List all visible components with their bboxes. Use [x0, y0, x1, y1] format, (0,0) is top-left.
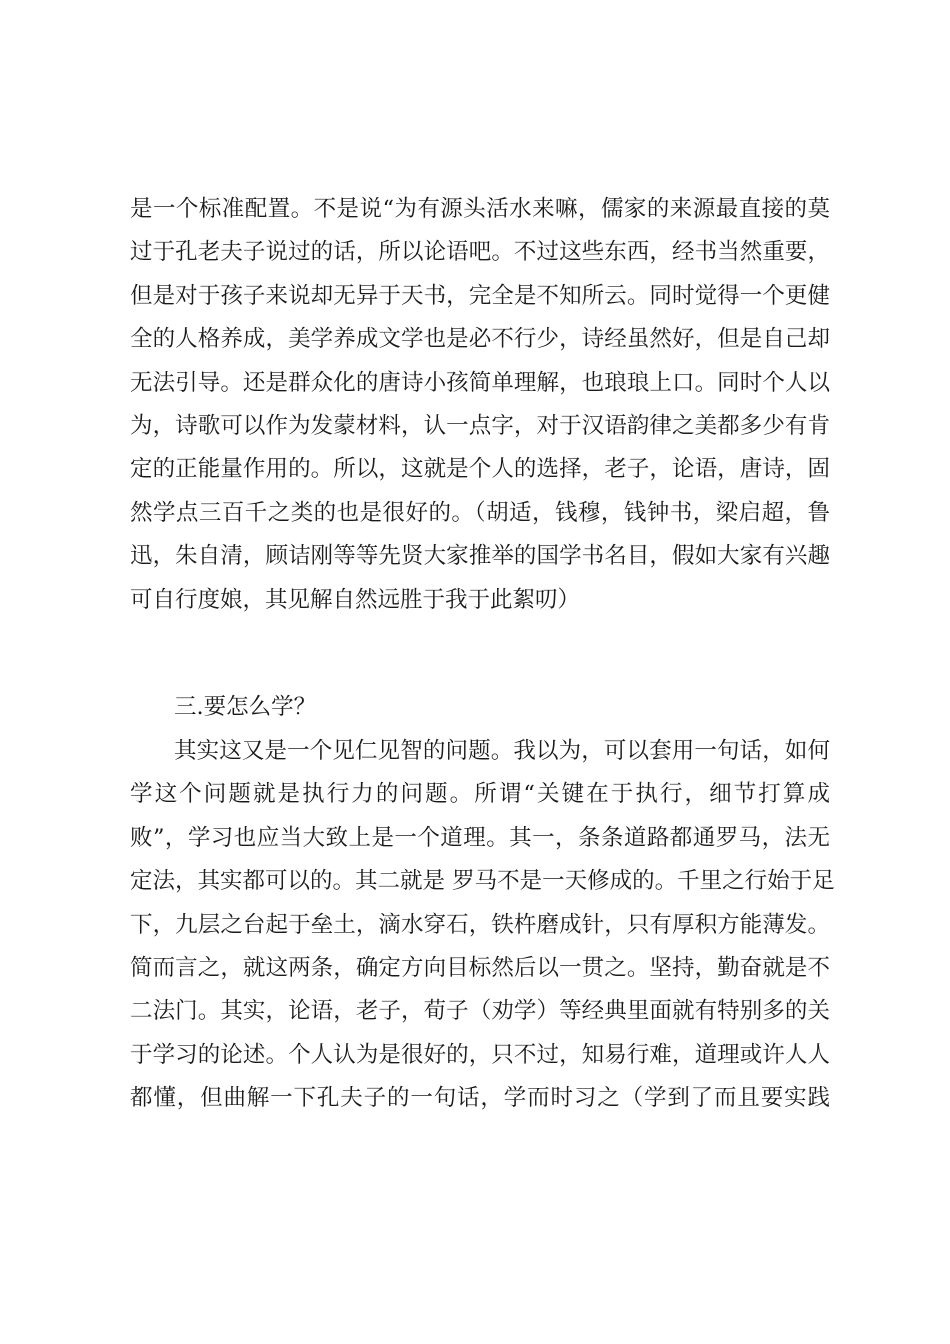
text-line: 败”，学习也应当大致上是一个道理。其一，条条道路都通罗马，法无	[130, 824, 830, 851]
section-heading: 三.要怎么学？	[174, 694, 317, 720]
text-line: 然学点三百千之类的也是很好的。（胡适，钱穆，钱钟书，梁启超，鲁	[130, 499, 830, 526]
paragraph-continued	[130, 188, 830, 622]
text-line: 其实这又是一个见仁见智的问题。我以为，可以套用一句话，如何	[174, 738, 830, 764]
text-line: 二法门。其实，论语，老子，荀子（劝学）等经典里面就有特别多的关	[130, 998, 830, 1025]
text-line: 迅，朱自清，顾诘刚等等先贤大家推举的国学书名目，假如大家有兴趣	[130, 543, 830, 570]
text-line: 为，诗歌可以作为发蒙材料，认一点字，对于汉语韵律之美都多少有肯	[130, 412, 830, 439]
text-line: 是一个标准配置。不是说“为有源头活水来嘛，儒家的来源最直接的莫	[130, 196, 830, 222]
text-line: 可自行度娘，其见解自然远胜于我于此絮叨）	[130, 586, 581, 613]
text-line: 全的人格养成，美学养成文学也是必不行少，诗经虽然好，但是自己却	[130, 326, 830, 353]
text-line: 于学习的论述。个人认为是很好的，只不过，知易行难，道理或许人人	[130, 1041, 830, 1068]
text-line: 但是对于孩子来说却无异于天书，完全是不知所云。同时觉得一个更健	[130, 282, 830, 309]
text-line: 定的正能量作用的。所以，这就是个人的选择，老子，论语，唐诗，固	[130, 456, 830, 483]
text-line: 过于孔老夫子说过的话，所以论语吧。不过这些东西，经书当然重要，	[130, 239, 830, 266]
paragraph-how-to-learn	[130, 730, 835, 1121]
text-line: 学这个问题就是执行力的问题。所谓“关键在于执行，细节打算成	[130, 781, 830, 808]
text-line: 无法引导。还是群众化的唐诗小孩简单理解，也琅琅上口。同时个人以	[130, 369, 830, 396]
text-line: 都懂，但曲解一下孔夫子的一句话，学而时习之（学到了而且要实践	[130, 1085, 830, 1112]
text-line: 定法，其实都可以的。其二就是 罗马不是一天修成的。千里之行始于足	[130, 868, 835, 895]
text-line: 简而言之，就这两条，确定方向目标然后以一贯之。坚持，勤奋就是不	[130, 954, 830, 981]
text-line: 下，九层之台起于垒土，滴水穿石，铁杵磨成针，只有厚积方能薄发。	[130, 911, 830, 938]
section-heading-block	[130, 686, 830, 729]
